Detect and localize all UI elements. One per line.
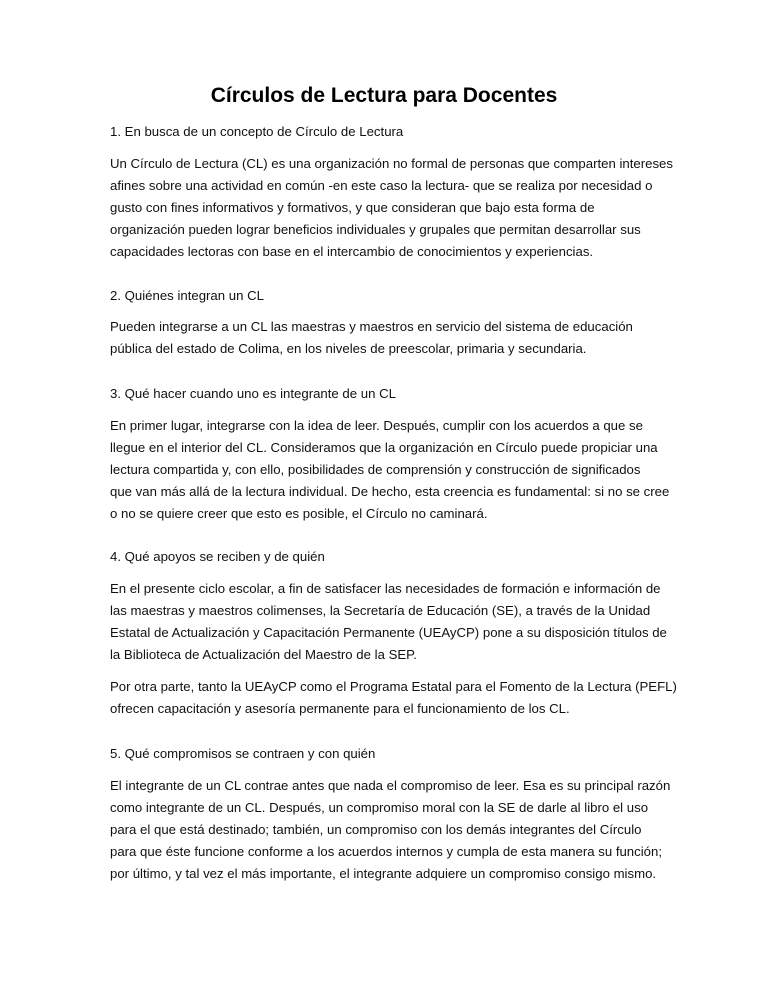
text-line: las maestras y maestros colimenses, la Secretaría de Educación (SE), a través de la Unidad bbox=[110, 603, 651, 618]
section-heading-5: 5. Qué compromisos se contraen y con quién bbox=[110, 746, 376, 761]
section-heading-1: 1. En busca de un concepto de Círculo de Lectura bbox=[110, 124, 404, 139]
text-line: En el presente ciclo escolar, a fin de satisfacer las necesidades de formación e información de bbox=[110, 581, 661, 596]
text-line: gusto con fines informativos y formativos, y que consideran que bajo esta forma de bbox=[110, 200, 595, 215]
text-line: afines sobre una actividad en común -en este caso la lectura- que se realiza por necesidad o bbox=[110, 178, 653, 193]
text-line: llegue en el interior del CL. Consideramos que la organización en Círculo puede propiciar una bbox=[110, 440, 658, 455]
section-heading-3: 3. Qué hacer cuando uno es integrante de un CL bbox=[110, 386, 396, 401]
text-line: capacidades lectoras con base en el intercambio de conocimientos y experiencias. bbox=[110, 244, 594, 259]
text-line: lectura compartida y, con ello, posibilidades de comprensión y construcción de significados bbox=[110, 462, 641, 477]
section-4-paragraph-1 bbox=[110, 578, 670, 666]
document-title: Círculos de Lectura para Docentes bbox=[210, 84, 558, 107]
text-line: la Biblioteca de Actualización del Maestro de la SEP. bbox=[110, 647, 417, 662]
text-line: como integrante de un CL. Después, un compromiso moral con la SE de darle al libro el uso bbox=[110, 800, 649, 815]
text-line: que van más allá de la lectura individual. De hecho, esta creencia es fundamental: si no se cree bbox=[110, 484, 670, 499]
text-line: ofrecen capacitación y asesoría permanente para el funcionamiento de los CL. bbox=[110, 701, 570, 716]
text-line: por último, y tal vez el más importante, el integrante adquiere un compromiso consigo mismo. bbox=[110, 866, 657, 881]
text-line: Pueden integrarse a un CL las maestras y maestros en servicio del sistema de educación bbox=[110, 319, 633, 334]
text-line: pública del estado de Colima, en los niveles de preescolar, primaria y secundaria. bbox=[110, 341, 587, 356]
section-heading-4: 4. Qué apoyos se reciben y de quién bbox=[110, 549, 325, 564]
text-line: Por otra parte, tanto la UEAyCP como el Programa Estatal para el Fomento de la Lectura (PEFL) bbox=[110, 679, 677, 694]
text-line: El integrante de un CL contrae antes que nada el compromiso de leer. Esa es su principal razón bbox=[110, 778, 671, 793]
section-1-paragraph bbox=[110, 153, 673, 263]
section-heading-2: 2. Quiénes integran un CL bbox=[110, 288, 264, 303]
section-3-paragraph bbox=[110, 415, 670, 525]
text-line: organización pueden lograr beneficios individuales y grupales que permitan desarrollar sus bbox=[110, 222, 641, 237]
text-line: Estatal de Actualización y Capacitación Permanente (UEAyCP) pone a su disposición títulos de bbox=[110, 625, 667, 640]
text-line: o no se quiere creer que esto es posible, el Círculo no caminará. bbox=[110, 506, 488, 521]
section-5-paragraph bbox=[110, 775, 670, 885]
text-line: para el que está destinado; también, un compromiso con los demás integrantes del Círculo bbox=[110, 822, 642, 837]
text-line: para que éste funcione conforme a los acuerdos internos y cumpla de esta manera su función; bbox=[110, 844, 663, 859]
text-line: Un Círculo de Lectura (CL) es una organización no formal de personas que comparten intereses bbox=[110, 156, 673, 171]
section-2-paragraph bbox=[110, 316, 670, 360]
section-4-paragraph-2 bbox=[110, 676, 677, 720]
text-line: En primer lugar, integrarse con la idea de leer. Después, cumplir con los acuerdos a que se bbox=[110, 418, 643, 433]
